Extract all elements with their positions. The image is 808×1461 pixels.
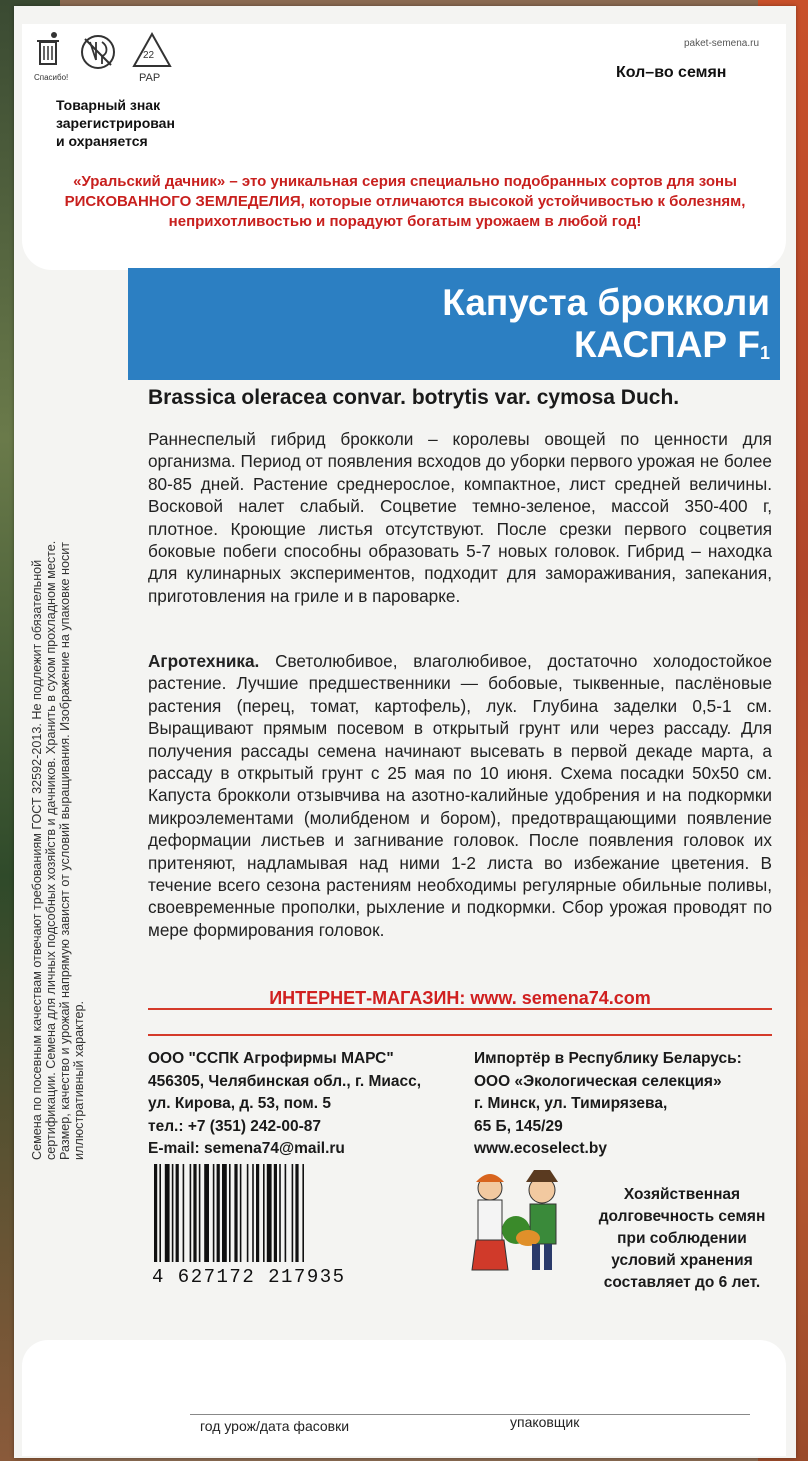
barcode-bar [159,1164,161,1262]
farmer-mascot-icon [450,1160,580,1290]
footer-line [190,1414,750,1415]
importer-heading: Импортёр в Республику Беларусь: [474,1050,742,1067]
importer-site: www.ecoselect.by [474,1140,607,1157]
series-text: «Уральский дачник» – это уникальная серия специально подобранных сортов для зоны РИСКОВАННОГО ЗЕМЛЕДЕЛИЯ, которые отличаются высокой устойчивостью к болезням, неприхотливостью и порадуют богатым урожаем в любой год! [64,173,746,230]
producer-email: E-mail: semena74@mail.ru [148,1140,345,1157]
producer-name: ООО "ССПК Агрофирмы МАРС" [148,1050,394,1067]
seed-count-label: Кол–во семян [616,64,727,81]
barcode-bar [292,1164,294,1262]
producer-phone: тел.: +7 (351) 242-00-87 [148,1117,321,1135]
certification-note: Семена по посевным качествам отвечают требованиям ГОСТ 32592-2013. Не подлежит обязательной сертификации. Семена для личных подсобных хозяйств и дачников. Хранить в сухом прохладном месте. Размер, качество и урожай напрямую зависят от условий выращивания. Изображение на упаковке носит иллюстративный характер. [30,540,86,1160]
barcode-bar [165,1164,170,1262]
barcode-bar [190,1164,192,1262]
importer-info [474,1048,774,1161]
barcode-bar [252,1164,254,1262]
barcode-bar [154,1164,157,1262]
online-shop: ИНТЕРНЕТ-МАГАЗИН: www. semena74.com [269,988,651,1008]
importer-name: ООО «Экологическая селекция» [474,1072,722,1090]
barcode-bar [285,1164,287,1262]
producer-address2: ул. Кирова, д. 53, пом. 5 [148,1095,331,1112]
title-band [128,268,780,380]
divider-bottom [148,1034,772,1036]
barcode-bar [204,1164,209,1262]
durability-note: Хозяйственная долговечность семян при соблюдении условий хранения составляет до 6 лет. [598,1186,766,1291]
product-title: Капуста брокколи [442,282,770,323]
barcode-bar [193,1164,196,1262]
barcode-bar [183,1164,185,1262]
barcode-bar [213,1164,215,1262]
barcode-bar [217,1164,220,1262]
barcode-bar [302,1164,304,1262]
barcode-bar [295,1164,298,1262]
agrotechnics [148,650,772,941]
recycle-pap-icon [130,30,176,86]
barcode-number: 4 627172 217935 [152,1266,346,1288]
importer-address2: 65 Б, 145/29 [474,1117,563,1135]
barcode-bar [172,1164,174,1262]
packer-label: упаковщик [510,1414,580,1430]
barcode-bar [176,1164,179,1262]
importer-address1: г. Минск, ул. Тимирязева, [474,1095,668,1112]
site-url: paket-semena.ru [684,38,760,49]
recycle-code: 22 [143,50,155,61]
agro-heading: Агротехника. [148,651,260,671]
variety-title: КАСПАР $F_1$ [574,324,770,365]
barcode-bar [240,1164,242,1262]
barcode-bar [234,1164,237,1262]
not-food-grade-icon [78,30,124,86]
trademark-text: Товарный знак зарегистрирован и охраняется [56,97,175,149]
description: Раннеспелый гибрид брокколи – королевы овощей по ценности для организма. Период от появления всходов до уборки первого урожая не более 80-85 дней. Растение среднерослое, компактное, лист средней величины. Восковой налет слабый. Соцветие темно-зеленое, массой 350-400 г, плотное. Кроющие листья отсутствуют. После срезки первого соцветия боковые побеги способны образовать 5-7 новых головок. Гибрид – находка для кулинарных экспериментов, подходит для замораживания, запекания, приготовления на гриле и в пароварке. [148,429,772,606]
barcode-bar [274,1164,277,1262]
barcode-bar [222,1164,227,1262]
agro-text: Светолюбивое, влаголюбивое, достаточно холодостойкое растение. Лучшие предшественники — бобовые, тыквенные, паслёновые растения (перец, томат, картофель), лук. Глубина заделки 0,5-1 см. Выращивают прямым посевом в открытый грунт или через рассаду. Для получения рассады семена начинают высевать в первой декаде марта, а рассаду в открытый грунт с 25 мая по 10 июня. Схема посадки 50х50 см. Капуста брокколи отзывчива на азотно-калийные удобрения и на подкормки микроэлементами (молибденом и бором), предотвращающими появление деформации листьев и загнивание головок. После появления головок их притеняют, надламывая над ними 1-2 листа во избежание цветения. В течение всего сезона растениям необходимы регулярные обильные поливы, своевременные прополки, рыхление и подкормки. Сбор урожая проводят по мере формирования головок. [148,651,772,940]
producer-address1: 456305, Челябинская обл., г. Миасс, [148,1072,422,1090]
latin-name: Brassica oleracea convar. botrytis var. cymosa Duch. [148,386,680,409]
barcode-bar [279,1164,281,1262]
producer-info [148,1048,468,1161]
recycle-icons [34,30,184,90]
barcode-bar [263,1164,265,1262]
pack-date-label: год урож/дата фасовки [200,1418,350,1434]
barcode-bar [256,1164,259,1262]
barcode-bar [229,1164,231,1262]
trash-bin-icon [34,30,80,86]
barcode-bar [199,1164,201,1262]
recycle-material: PAP [139,72,161,84]
bottom-panel [22,1340,786,1456]
barcode-bar [267,1164,272,1262]
thanks-label: Спасибо! [34,73,69,82]
barcode-bar [247,1164,249,1262]
